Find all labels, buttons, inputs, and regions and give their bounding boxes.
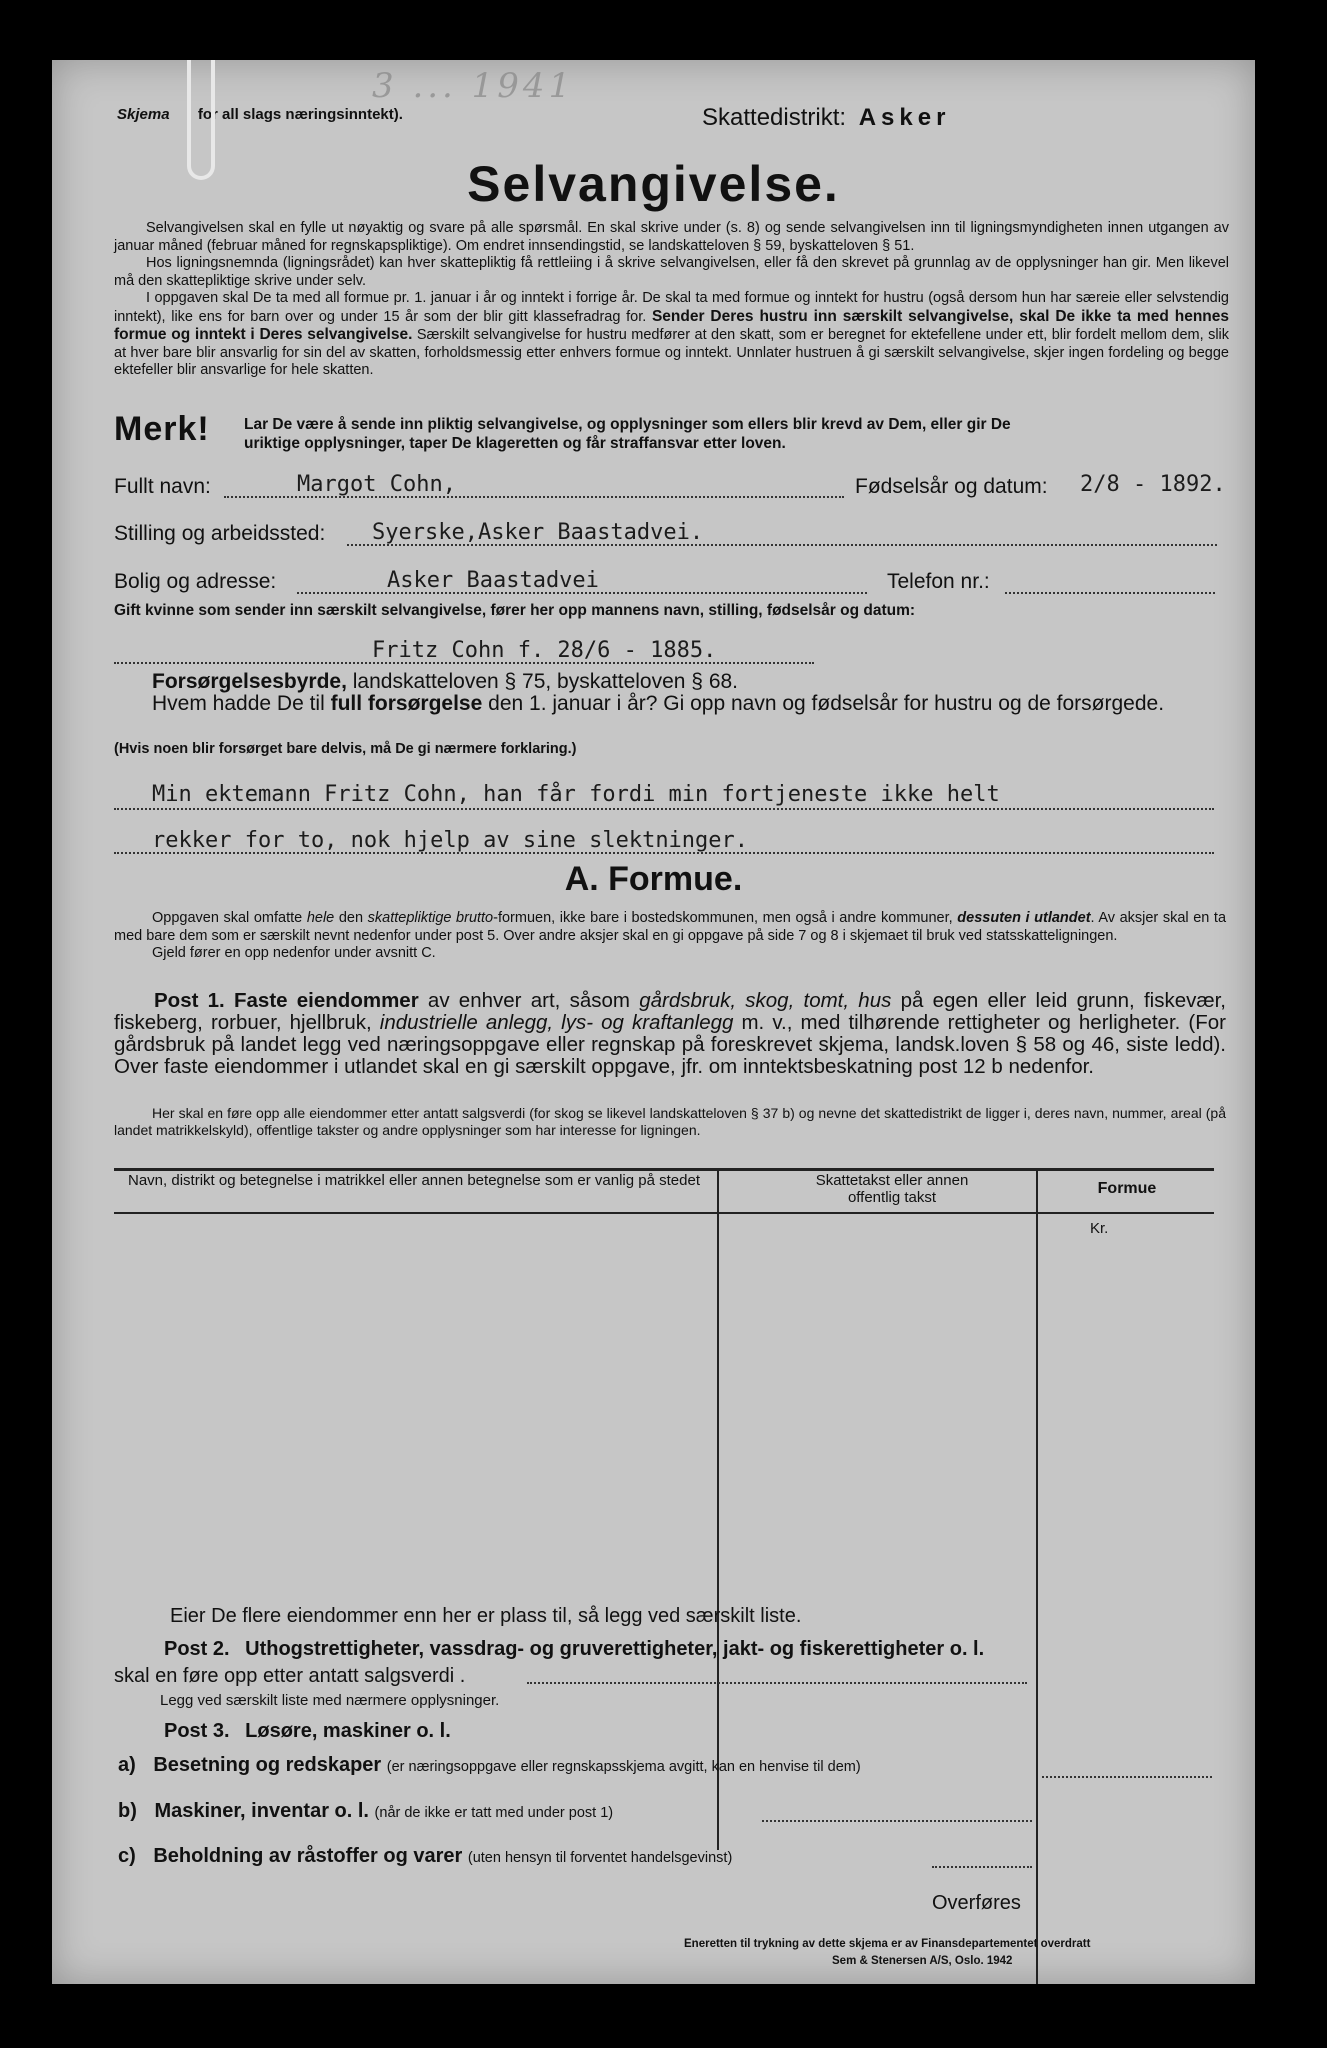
post1-text-c: m. v., med tilhørende rettigheter og herligheter. (For gårdsbruk på landet legg ved næringsoppgave eller regnskap på foreskrevet skjema, landsk.loven § 58 og 46, siste ledd). Over faste eiendommer i utlandet skal en gi særskilt oppgave, jfr. om inntektsbeskatning post 12 b nedenfor. [114, 1011, 1226, 1078]
support-heading [152, 670, 738, 694]
formue-intro-hele: hele [306, 910, 335, 926]
item-c-dotline [932, 1866, 1032, 1868]
table-top-rule [114, 1168, 1214, 1171]
post1-note: Her skal en føre opp alle eiendommer etter antatt salgsverdi (for skog se likevel landskatteloven § 37 b) og nevne det skattedistrikt de ligger i, deres navn, nummer, areal (på landet matrikkelskyld), offentlige takster og andre opplysninger som har interesse for ligningen. [114, 1105, 1226, 1138]
footer-line-2: Sem & Stenersen A/S, Oslo. 1942 [832, 1955, 1013, 1967]
table-unit: Kr. [1090, 1220, 1109, 1237]
post1-italic-a: gårdsbruk, skog, tomt, hus [639, 989, 892, 1012]
table-header-rule [114, 1212, 1214, 1214]
pencil-note: 3 ... 1941 [372, 66, 575, 106]
item-c-label: Beholdning av råstoffer og varer [153, 1845, 463, 1867]
item-a [118, 1754, 861, 1777]
merk-label: Merk! [114, 410, 210, 448]
married-note: Gift kvinne som sender inn særskilt selvangivelse, fører her opp mannens navn, stilling, fødselsår og datum: [114, 602, 916, 619]
name-value: Margot Cohn, [297, 472, 456, 497]
post3-label: Post 3. [164, 1720, 230, 1742]
post2-label: Post 2. [164, 1638, 230, 1660]
formue-heading: A. Formue. [564, 860, 743, 898]
formue-intro-c: -formuen, ikke bare i bostedskommunen, men også i andre kommuner, [493, 910, 953, 926]
support-question-a: Hvem hadde De til [152, 692, 325, 715]
formue-intro-e: Gjeld fører en opp nedenfor under avsnitt C. [152, 945, 436, 961]
item-c [118, 1845, 732, 1868]
item-c-letter: c) [118, 1845, 136, 1867]
item-b-note: (når de ikke er tatt med under post 1) [374, 1805, 614, 1821]
post2-bold: Uthogstrettigheter, vassdrag- og gruverettigheter, jakt- og fiskerettigheter o. l. [245, 1638, 985, 1660]
table-col-2-header: Skattetakst eller annen offentlig takst [815, 1172, 969, 1206]
post1-italic-b: industrielle anlegg, lys- og kraftanlegg [379, 1011, 734, 1034]
post2-note: Legg ved særskilt liste med nærmere opplysninger. [160, 1692, 500, 1709]
item-b-label: Maskiner, inventar o. l. [154, 1800, 369, 1822]
answer-line-1 [114, 808, 1214, 810]
formue-intro [114, 910, 1226, 963]
phone-label: Telefon nr.: [887, 570, 990, 593]
support-answer-2: rekker for to, nok hjelp av sine slektninger. [152, 828, 749, 853]
item-c-note: (uten hensyn til forventet handelsgevinst) [467, 1850, 733, 1866]
post3-bold: Løsøre, maskiner o. l. [245, 1720, 451, 1742]
tax-district [702, 104, 950, 132]
support-heading-rest: landskatteloven § 75, byskatteloven § 68. [352, 670, 739, 693]
district-value: Asker [858, 104, 951, 131]
merk-line-2: uriktige opplysninger, taper De klageretten og får straffansvar etter loven. [244, 435, 786, 452]
birth-label: Fødselsår og datum: [855, 475, 1048, 498]
merk-line-1: Lar De være å sende inn pliktig selvangivelse, og opplysninger som ellers blir krevd av Dem, eller gir De [244, 416, 1011, 433]
post1-text-b: på egen eller leid grunn, fiskevær, fiskeberg, rorbuer, hjellbruk, [114, 989, 1226, 1034]
merk-text [244, 415, 1011, 453]
extra-properties-note: Eier De flere eiendommer enn her er plass til, så legg ved særskilt liste. [170, 1605, 802, 1627]
intro-p3-b: Særskilt selvangivelse for hustru medfører at den skatt, som er beregnet for ektefellene under ett, blir fordelt mellom dem, slik at hver bare blir ansvarlig for sin del av skatten, forholdsmessig etter enhvers formue og inntekt. Unnlater hustruen å gi særskilt selvangivelse, skjer ingen fordeling og begge ektefeller blir ansvarlige for hele skatten. [114, 327, 1230, 378]
support-question-b: den 1. januar i år? Gi opp navn og fødselsår for hustru og de forsørgede. [488, 692, 1165, 715]
husband-value: Fritz Cohn f. 28/6 - 1885. [372, 638, 717, 663]
form-page [52, 60, 1255, 1984]
table-divider-1 [717, 1170, 719, 1850]
page-title: Selvangivelse. [467, 156, 840, 212]
phone-line [1005, 592, 1215, 594]
intro-paragraph-2: Hos ligningsnemnda (ligningsrådet) kan hver skattepliktig få rettleiing i å skrive selvangivelsen, eller få den skrevet på grunnlag av de opplysninger han gir. Men likevel må den skattepliktige skrive under selv. [114, 255, 1229, 289]
item-b-dotline [762, 1820, 1032, 1822]
post2-text: skal en føre opp etter antatt salgsverdi . [114, 1665, 466, 1687]
table-col-1-header: Navn, distrikt og betegnelse i matrikkel eller annen betegnelse som er vanlig på stedet [128, 1172, 700, 1189]
formue-intro-dessuten: dessuten i utlandet [957, 910, 1091, 926]
occupation-label: Stilling og arbeidssted: [114, 522, 326, 545]
form-code-suffix: for all slags næringsinntekt). [197, 106, 403, 123]
table-col-3-header: Formue [1097, 1180, 1157, 1197]
item-b-letter: b) [118, 1800, 137, 1822]
support-heading-bold: Forsørgelsesbyrde, [152, 670, 347, 693]
intro-paragraph-3 [114, 290, 1229, 380]
post2-dotline [527, 1682, 1027, 1684]
intro-p3-a: I oppgaven skal De ta med all formue pr. 1. januar i år og inntekt i forrige år. De skal ta med formue og inntekt for hustru (også dersom hun har særeie eller selvstendig inntekt), like ens for barn over og under 15 år som der blir gitt klassefradrag for. [114, 290, 1229, 325]
post1-text [114, 990, 1226, 1078]
form-code [117, 106, 403, 123]
post1-text-a: av enhver art, såsom [427, 989, 630, 1012]
item-a-label: Besetning og redskaper [153, 1754, 382, 1776]
district-label: Skattedistrikt: [702, 104, 847, 131]
post3-heading [164, 1720, 451, 1743]
item-b [118, 1800, 613, 1823]
intro-text [114, 220, 1229, 380]
post1-bold: Faste eiendommer [234, 989, 419, 1012]
item-a-dotline [1042, 1776, 1212, 1778]
partial-support-note: (Hvis noen blir forsørget bare delvis, må De gi nærmere forklaring.) [114, 741, 577, 757]
name-label: Fullt navn: [114, 475, 211, 498]
formue-intro-b: den [338, 910, 364, 926]
item-a-note: (er næringsoppgave eller regnskapsskjema avgitt, kan en henvise til dem) [386, 1759, 861, 1775]
address-value: Asker Baastadvei [387, 568, 599, 593]
intro-p3-bold: Sender Deres hustru inn særskilt selvangivelse, skal De ikke ta med hennes formue og inntekt i Deres selvangivelse. [114, 307, 1230, 343]
post2-heading [164, 1638, 984, 1661]
carry-over: Overføres [932, 1892, 1021, 1914]
table-divider-2 [1036, 1170, 1038, 1984]
form-code-prefix: Skjema [117, 106, 170, 123]
intro-paragraph-1: Selvangivelsen skal en fylle ut nøyaktig og svare på alle spørsmål. En skal skrive under (s. 8) og sende selvangivelsen inn til ligningsmyndigheten innen utgangen av januar måned (februar måned for regnskapspliktige). Om endret innsendingstid, se landskatteloven § 59, byskatteloven § 51. [114, 220, 1229, 254]
occupation-value: Syerske,Asker Baastadvei. [372, 520, 704, 545]
address-label: Bolig og adresse: [114, 570, 277, 593]
item-a-letter: a) [118, 1754, 136, 1776]
birth-value: 2/8 - 1892. [1080, 472, 1226, 497]
post1-label: Post 1. [154, 989, 225, 1012]
support-question [114, 692, 1224, 715]
formue-intro-a: Oppgaven skal omfatte [152, 910, 303, 926]
formue-intro-brutto: skattepliktige brutto [367, 910, 494, 926]
support-question-bold: full forsørgelse [330, 692, 483, 715]
support-answer-1: Min ektemann Fritz Cohn, han får fordi min fortjeneste ikke helt [152, 782, 1000, 807]
footer-line-1: Eneretten til trykning av dette skjema er av Finansdepartementet overdratt [684, 1938, 1091, 1950]
formue-intro-d: . Av aksjer skal en ta med bare dem som er særskilt nevnt nedenfor under post 5. Over andre aksjer skal en gi oppgave på side 7 og 8 i skjemaet til bruk ved statsskatteligningen. [114, 910, 1227, 944]
